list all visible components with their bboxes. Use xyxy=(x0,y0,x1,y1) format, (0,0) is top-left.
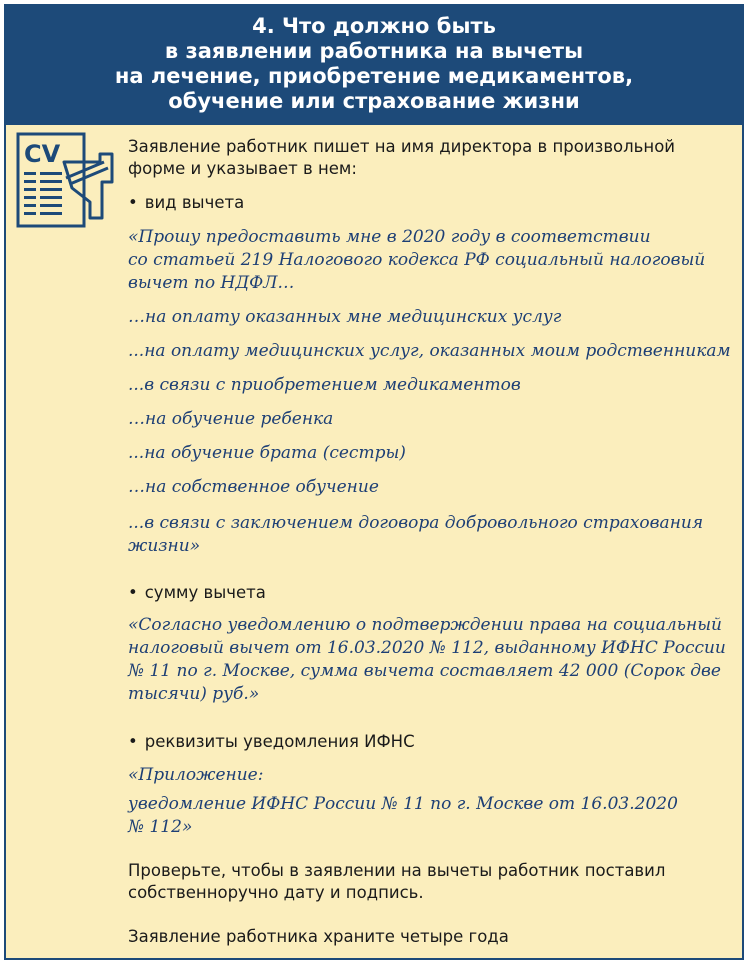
option-line: …на обучение ребенка xyxy=(128,409,334,429)
quote-line: уведомление ИФНС России № 11 по г. Москве от 16.03.2020 xyxy=(128,794,678,814)
quote-line: «Прошу предоставить мне в 2020 году в соответствии xyxy=(128,227,651,247)
cv-document-icon xyxy=(16,132,120,236)
option-line: ...на оплату медицинских услуг, оказанных моим родственникам xyxy=(128,341,731,361)
quote-line: ...в связи с заключением договора добровольного страхования xyxy=(128,513,704,533)
quote-line: «Приложение: xyxy=(128,765,264,785)
quote-insurance xyxy=(128,512,740,558)
bullet-deduction-type: • вид вычета xyxy=(128,192,244,214)
option-line: ...в связи с приобретением медикаментов xyxy=(128,375,521,395)
header-title-line: обучение или страхование жизни xyxy=(168,89,580,113)
header-title-line: 4. Что должно быть xyxy=(252,14,496,38)
intro-line: Заявление работник пишет на имя директора в произвольной xyxy=(128,137,676,156)
option-line: …на оплату оказанных мне медицинских услуг xyxy=(128,307,562,327)
check-line: Проверьте, чтобы в заявлении на вычеты работник поставил xyxy=(128,861,666,880)
check-line: собственноручно дату и подпись. xyxy=(128,883,424,902)
intro-line: форме и указывает в нем: xyxy=(128,159,357,178)
quote-line: жизни» xyxy=(128,536,201,556)
quote-line: тысячи) руб.» xyxy=(128,684,260,704)
header-title-line: на лечение, приобретение медикаментов, xyxy=(114,64,634,88)
header-title-line: в заявлении работника на вычеты xyxy=(164,39,584,63)
quote-line: со статьей 219 Налогового кодекса РФ социальный налоговый xyxy=(128,250,706,270)
quote-request xyxy=(128,226,740,295)
quote-sum xyxy=(128,614,740,706)
quote-line: № 112» xyxy=(128,817,193,837)
cv-label: CV xyxy=(24,140,61,168)
quote-attachment xyxy=(128,764,740,839)
bullet-deduction-sum: • сумму вычета xyxy=(128,582,266,604)
info-card xyxy=(4,4,744,960)
storage-note: Заявление работника храните четыре года xyxy=(128,927,509,946)
quote-line: № 11 по г. Москве, сумма вычета составляет 42 000 (Сорок две xyxy=(128,661,721,681)
quote-line: вычет по НДФЛ… xyxy=(128,273,295,293)
bullet-ifns-details: • реквизиты уведомления ИФНС xyxy=(128,731,415,753)
quote-line: «Согласно уведомлению о подтверждении права на социальный xyxy=(128,615,722,635)
card-header xyxy=(6,6,742,125)
option-line: ...на обучение брата (сестры) xyxy=(128,443,406,463)
quote-line: налоговый вычет от 16.03.2020 № 112, выданному ИФНС России xyxy=(128,638,726,658)
option-line: …на собственное обучение xyxy=(128,477,379,497)
